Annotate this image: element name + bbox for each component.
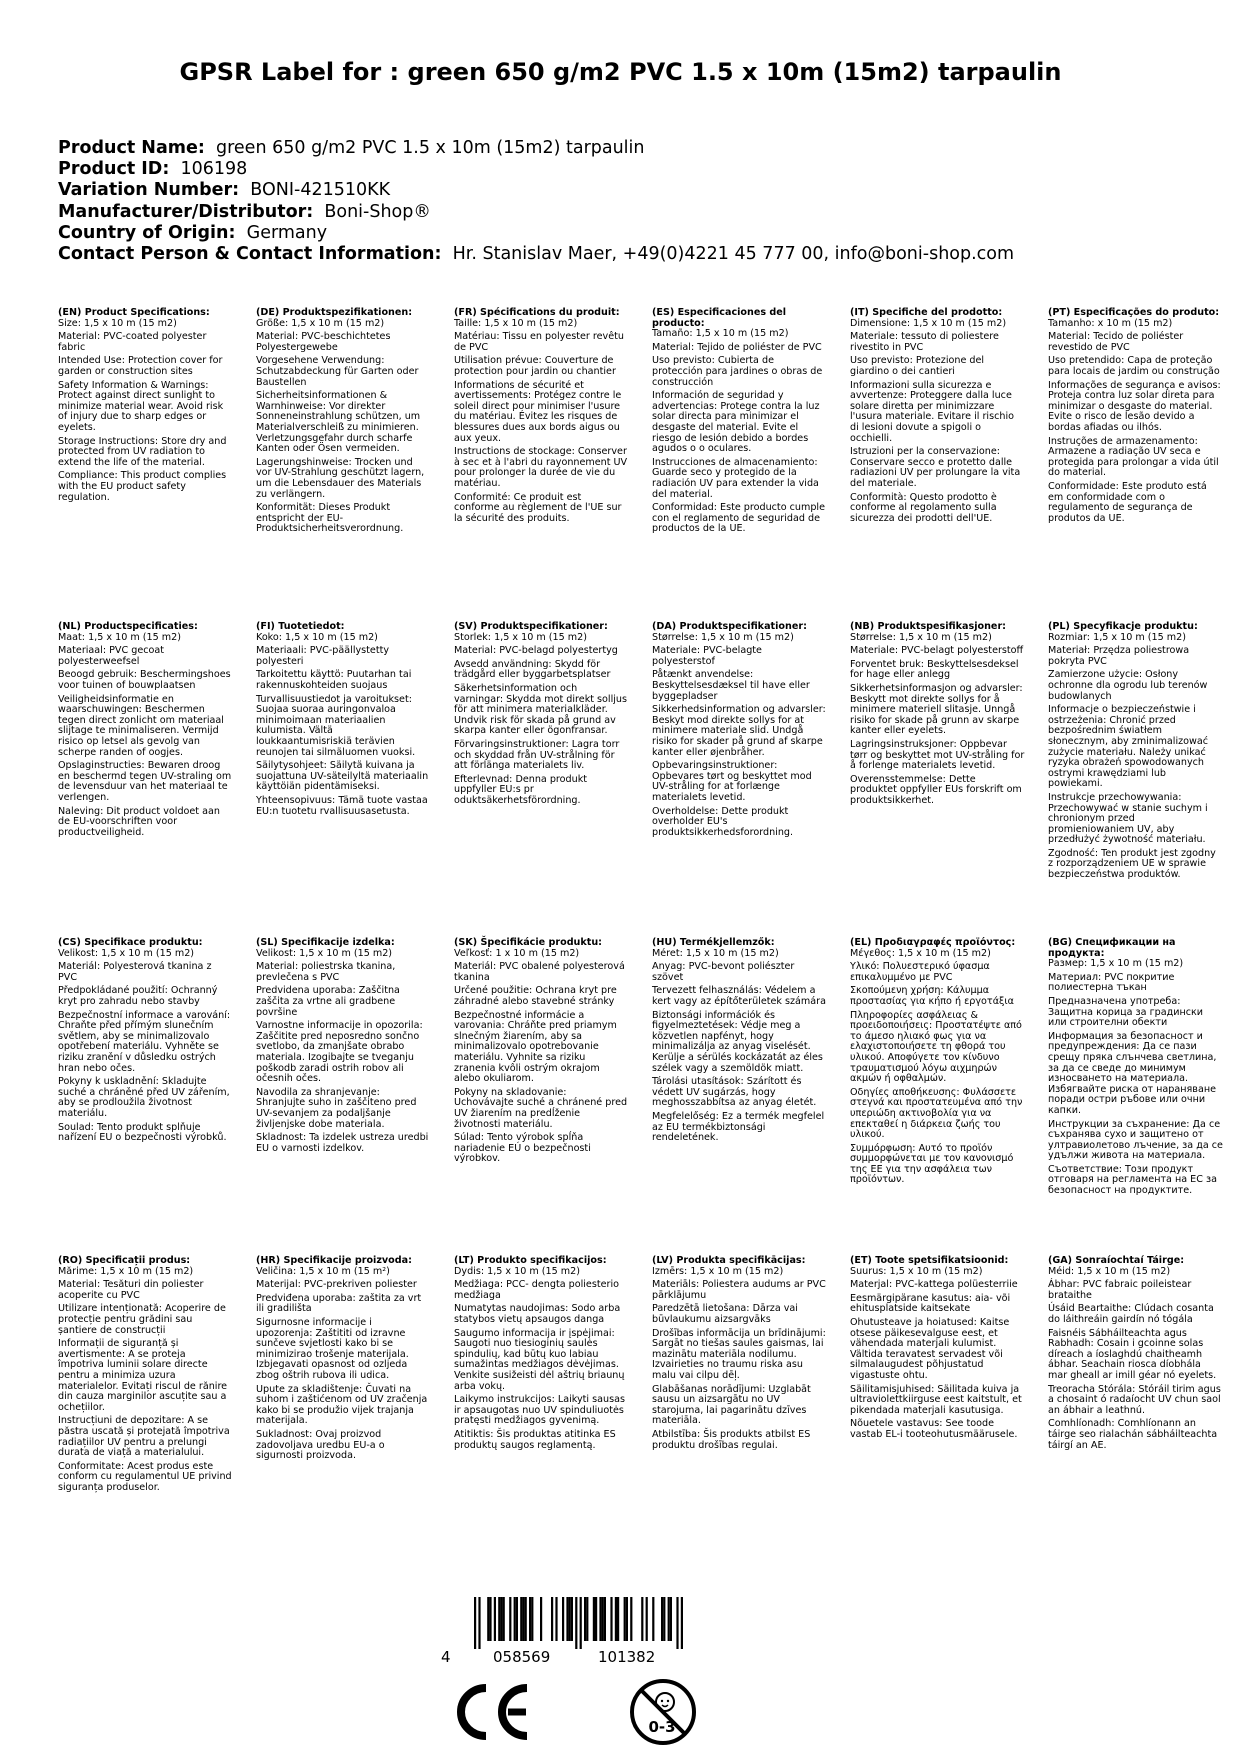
spec-paragraph: Lagerungshinweise: Trocken und vor UV-Strahlung geschützt lagern, um die Lebensdauer des Materials zu verlängern. bbox=[256, 456, 425, 500]
spec-paragraph: Informações de segurança e avisos: Proteja contra luz solar direta para minimizar o desgaste do material. Evite o risco de lesão devido a bordas afiadas ou ilhós. bbox=[1048, 379, 1221, 433]
spec-paragraph: Intended Use: Protection cover for garden or construction sites bbox=[58, 355, 223, 377]
spec-paragraph: Velikost: 1,5 x 10 m (15 m2) bbox=[58, 947, 195, 959]
spec-paragraph: Conformità: Questo prodotto è conforme al regolamento sulla sicurezza dei prodotti dell'UE. bbox=[850, 491, 997, 524]
spec-paragraph: Izmērs: 1,5 x 10 m (15 m2) bbox=[652, 1265, 784, 1277]
barcode-bar bbox=[489, 1597, 491, 1641]
info-row bbox=[58, 244, 1014, 265]
spec-paragraph: Säilitamisjuhised: Säilitada kuiva ja ultraviolettkiirguse eest kaitstult, et pikendada materjali kasutusiga. bbox=[850, 1383, 1022, 1416]
info-row bbox=[58, 159, 1014, 180]
spec-block bbox=[58, 308, 233, 506]
spec-paragraph: Informazioni sulla sicurezza e avvertenze: Proteggere dalla luce solare diretta per minimizzare l'usura materiale. Evitare il rischio di lesioni dovute a spigoli o occhielli. bbox=[850, 379, 1014, 444]
barcode-bar bbox=[595, 1597, 597, 1641]
spec-heading: (PL) Specyfikacje produktu: bbox=[1048, 621, 1198, 632]
spec-block bbox=[652, 1256, 827, 1454]
spec-paragraph: Biztonsági információk és figyelmeztetések: Védje meg a közvetlen napfényt, hogy minimalizálja az anyag viselését. Kerülje a sérülés kockázatát az éles szélek vagy a szemöldök miatt. bbox=[652, 1009, 823, 1074]
spec-block bbox=[256, 938, 431, 1157]
spec-paragraph: Velikost: 1,5 x 10 m (15 m2) bbox=[256, 947, 393, 959]
info-row bbox=[58, 223, 1014, 244]
barcode-bar bbox=[646, 1597, 648, 1641]
spec-paragraph: Size: 1,5 x 10 m (15 m2) bbox=[58, 317, 177, 329]
spec-heading: (SK) Špecifikácie produktu: bbox=[454, 937, 603, 948]
ce-conformity-icon bbox=[456, 1681, 532, 1743]
spec-block bbox=[1048, 938, 1223, 1200]
spec-block bbox=[58, 938, 233, 1147]
barcode-bar bbox=[503, 1597, 505, 1641]
barcode-bar bbox=[661, 1597, 663, 1641]
spec-paragraph: Ohutusteave ja hoiatused: Kaitse otsese päikesevalguse eest, et vähendada materjali kulumist. Vältida teravatest servadest või silmalaugudest põhjustatud vigastuste ohtu. bbox=[850, 1316, 1010, 1381]
spec-paragraph: Tervezett felhasználás: Védelem a kert vagy az építőterületek számára bbox=[652, 985, 826, 1007]
spec-paragraph: Megfelelőség: Ez a termék megfelel az EU termékbiztonsági rendeletének. bbox=[652, 1110, 825, 1144]
spec-paragraph: Informations de sécurité et avertissements: Protégez contre le soleil direct pour minimiser l'usure du matériau. Évitez les risques de blessures dues aux bords aigus ou aux yeux. bbox=[454, 379, 622, 444]
spec-block bbox=[652, 308, 827, 538]
spec-paragraph: Bezpečnostné informácie a varovania: Chráňte pred priamym slnečným žiarením, aby sa minimalizovalo opotrebovanie materiálu. Vyhnite sa riziku zranenia kvôli ostrým okrajom alebo okuliarom. bbox=[454, 1009, 617, 1085]
info-value: BONI-421510KK bbox=[250, 180, 391, 201]
barcode-bar bbox=[498, 1597, 500, 1641]
spec-paragraph: Material: poliestrska tkanina, prevlečena s PVC bbox=[256, 961, 396, 983]
not-for-children-0-3-icon bbox=[628, 1677, 698, 1747]
spec-paragraph: Laikymo instrukcijos: Laikyti sausas ir apsaugotas nuo UV spinduliuotės pratęsti medžiagos gyvenimą. bbox=[454, 1394, 625, 1427]
spec-paragraph: Efterlevnad: Denna produkt uppfyller EU:s pr oduktsäkerhetsförordning. bbox=[454, 773, 588, 806]
spec-block bbox=[1048, 308, 1223, 527]
spec-paragraph: Σκοπούμενη χρήση: Κάλυμμα προστασίας για κήπο ή εργοτάξια bbox=[850, 985, 1014, 1007]
info-value: Boni-Shop® bbox=[324, 201, 431, 222]
spec-paragraph: Información de seguridad y advertencias: Protege contra la luz solar directa para minimizar el desgaste del material. Evite el riesgo de lesión debido a bordes agudos o o oculares. bbox=[652, 390, 820, 455]
info-label: Manufacturer/Distributor: bbox=[58, 201, 314, 222]
spec-paragraph: Dydis: 1,5 x 10 m (15 m2) bbox=[454, 1265, 580, 1277]
spec-paragraph: Material: Tesături din poliester acoperite cu PVC bbox=[58, 1279, 204, 1301]
spec-paragraph: Συμμόρφωση: Αυτό το προϊόν συμμορφώνεται με τον κανονισμό της ΕΕ για την ασφάλεια των προϊόντων. bbox=[850, 1142, 1014, 1186]
spec-paragraph: Materiāls: Poliestera audums ar PVC pārklājumu bbox=[652, 1279, 826, 1301]
barcode-bar bbox=[586, 1597, 588, 1641]
info-label: Product ID: bbox=[58, 159, 170, 180]
spec-paragraph: Информация за безопасност и предупреждения: Да се пази срещу пряка слънчева светлина, за да се сведе до минимум износването на материала. Избягвайте риска от нараняване поради остри ръбове или очни капки. bbox=[1048, 1030, 1217, 1116]
spec-paragraph: Koko: 1,5 x 10 m (15 m2) bbox=[256, 631, 378, 643]
barcode-bar bbox=[478, 1597, 480, 1649]
spec-paragraph: Úsáid Beartaithe: Clúdach cosanta do láithreáin gairdín nó tógála bbox=[1048, 1303, 1214, 1325]
page-title: GPSR Label for : green 650 g/m2 PVC 1.5 x 10m (15m2) tarpaulin bbox=[179, 58, 1062, 86]
spec-block bbox=[1048, 1256, 1223, 1454]
spec-heading: (CS) Specifikace produktu: bbox=[58, 937, 203, 948]
spec-paragraph: Ábhar: PVC fabraic poileistear brataithe bbox=[1048, 1279, 1192, 1301]
spec-paragraph: Material: PVC-beschichtetes Polyestergewebe bbox=[256, 331, 391, 353]
barcode-bar bbox=[474, 1597, 476, 1649]
spec-heading: (IT) Specifiche del prodotto: bbox=[850, 307, 1003, 318]
spec-paragraph: Conformitate: Acest produs este conform cu regulamentul UE privind siguranța produselor. bbox=[58, 1460, 232, 1493]
spec-heading: (BG) Спецификации на продукта: bbox=[1048, 937, 1176, 959]
spec-paragraph: Размер: 1,5 x 10 m (15 m2) bbox=[1048, 958, 1184, 970]
spec-heading: (PT) Especificações do produto: bbox=[1048, 307, 1220, 318]
spec-heading: (SL) Specifikacije izdelka: bbox=[256, 937, 395, 948]
spec-heading: (SV) Produktspecifikationer: bbox=[454, 621, 608, 632]
spec-paragraph: Материал: PVC покритие полиестерна тъкан bbox=[1048, 971, 1175, 994]
barcode-bar bbox=[604, 1597, 606, 1641]
spec-paragraph: Säilytysohjeet: Säilytä kuivana ja suojattuna UV-säteilyltä materiaalin käyttöiän pidentämiseksi. bbox=[256, 760, 429, 793]
spec-block bbox=[58, 622, 233, 841]
spec-paragraph: Méid: 1,5 x 10 m (15 m2) bbox=[1048, 1265, 1171, 1277]
info-value: Germany bbox=[246, 222, 328, 243]
spec-paragraph: Maat: 1,5 x 10 m (15 m2) bbox=[58, 631, 181, 643]
spec-paragraph: Rozmiar: 1,5 x 10 m (15 m2) bbox=[1048, 631, 1186, 643]
barcode-bar bbox=[555, 1597, 557, 1641]
barcode-bar bbox=[630, 1597, 632, 1641]
barcode-bar bbox=[626, 1597, 628, 1641]
spec-block bbox=[454, 938, 629, 1168]
spec-paragraph: Avsedd användning: Skydd för trädgård eller byggarbetsplatser bbox=[454, 658, 611, 681]
barcode-bar bbox=[584, 1597, 586, 1641]
spec-paragraph: Predviđena uporaba: zaštita za vrt ili gradilišta bbox=[256, 1292, 422, 1315]
spec-paragraph: Overholdelse: Dette produkt overholder EU's produktsikkerhedsforordning. bbox=[652, 805, 794, 838]
spec-heading: (FI) Tuotetiedot: bbox=[256, 621, 345, 632]
spec-block bbox=[256, 308, 431, 538]
spec-paragraph: Atitiktis: Šis produktas atitinka ES produktų saugos reglamentą. bbox=[454, 1428, 616, 1451]
spec-paragraph: Sicherheitsinformationen & Warnhinweise: Vor direkter Sonneneinstrahlung schützen, um Materialverschleiß zu minimieren. Verletzungsgefahr durch scharfe Kanten oder Ösen vermeiden. bbox=[256, 390, 421, 455]
spec-paragraph: Påtænkt anvendelse: Beskyttelsesdæksel til have eller byggepladser bbox=[652, 669, 810, 702]
spec-paragraph: Drošības informācija un brīdinājumi: Sargāt no tiešas saules gaismas, lai mazinātu materiāla nodilumu. Izvairieties no traumu riska asu malu vai cilpu dēļ. bbox=[652, 1327, 826, 1381]
barcode bbox=[440, 1597, 718, 1667]
spec-paragraph: Uso previsto: Protezione del giardino o dei cantieri bbox=[850, 355, 985, 377]
barcode-bar bbox=[571, 1597, 573, 1641]
spec-paragraph: Storlek: 1,5 x 10 m (15 m2) bbox=[454, 631, 587, 643]
barcode-bar bbox=[522, 1597, 524, 1641]
spec-paragraph: Upute za skladištenje: Čuvati na suhom i zaštićenom od UV zračenja kako bi se produžio vijek trajanja materijala. bbox=[256, 1383, 428, 1427]
spec-paragraph: Předpokládané použití: Ochranný kryt pro zahradu nebo stavby bbox=[58, 985, 218, 1007]
spec-paragraph: Soulad: Tento produkt splňuje nařízení EU o bezpečnosti výrobků. bbox=[58, 1121, 227, 1144]
barcode-bar bbox=[575, 1597, 577, 1649]
spec-paragraph: Pokyny k uskladnění: Skladujte suché a chráněné před UV zářením, aby se prodloužila životnost materiálu. bbox=[58, 1076, 230, 1119]
svg-text:0-3: 0-3 bbox=[648, 1718, 676, 1736]
info-label: Variation Number: bbox=[58, 180, 240, 201]
spec-paragraph: Skladnost: Ta izdelek ustreza uredbi EU o varnosti izdelkov. bbox=[256, 1132, 429, 1154]
spec-paragraph: Pokyny na skladovanie: Uchovávajte suché a chránené pred UV žiarením na predĺženie životnosti materiálu. bbox=[454, 1086, 628, 1130]
info-row bbox=[58, 180, 1014, 201]
info-row bbox=[58, 202, 1014, 223]
barcode-bar bbox=[615, 1597, 617, 1641]
barcode-bar bbox=[580, 1597, 582, 1649]
spec-paragraph: Förvaringsinstruktioner: Lagra torr och skyddad från UV-strålning för att förlänga materialets liv. bbox=[454, 738, 620, 772]
spec-paragraph: Sikkerhetsinformasjon og advarsler: Beskytt mot direkte sollys for å minimere materiell slitasje. Unngå risiko for skade på grunn av skarpe kanter eller eyelets. bbox=[850, 682, 1023, 737]
spec-paragraph: Materiál: PVC obalené polyesterová tkanina bbox=[454, 961, 625, 983]
spec-heading: (RO) Specificații produs: bbox=[58, 1255, 191, 1266]
spec-paragraph: Sigurnosne informacije i upozorenja: Zaštititi od izravne sunčeve svjetlosti kako bi se minimizirao trošenje materijala. Izbjegavati opasnost od ozljeda zbog oštrih rubova ili udica. bbox=[256, 1316, 409, 1381]
spec-paragraph: Utilisation prévue: Couverture de protection pour jardin ou chantier bbox=[454, 355, 616, 377]
spec-paragraph: Οδηγίες αποθήκευσης: Φυλάσσετε στεγνά και προστατευμένα από την υπεριώδη ακτινοβολία για να επεκταθεί η διάρκεια ζωής του υλικού. bbox=[850, 1086, 1023, 1141]
spec-paragraph: Taille: 1,5 x 10 m (15 m2) bbox=[454, 317, 578, 329]
spec-heading: (NL) Productspecificaties: bbox=[58, 621, 198, 632]
spec-paragraph: Uso pretendido: Capa de proteção para locais de jardim ou construção bbox=[1048, 355, 1220, 377]
info-value: green 650 g/m2 PVC 1.5 x 10m (15m2) tarpaulin bbox=[216, 138, 645, 158]
spec-paragraph: Navodila za shranjevanje: Shranjujte suho in zaščiteno pred UV-sevanjem za podaljšanje življenjske dobe materiala. bbox=[256, 1086, 417, 1130]
spec-paragraph: Materijal: PVC-prekriven poliester bbox=[256, 1279, 417, 1291]
spec-block bbox=[1048, 622, 1223, 884]
spec-paragraph: Veličina: 1,5 x 10 m (15 m²) bbox=[256, 1265, 390, 1277]
spec-paragraph: Predvidena uporaba: Zaščitna zaščita za vrtne ali gradbene površine bbox=[256, 985, 400, 1018]
info-value: Hr. Stanislav Maer, +49(0)4221 45 777 00, info@boni-shop.com bbox=[452, 244, 1015, 265]
spec-paragraph: Beoogd gebruik: Beschermingshoes voor tuinen of bouwplaatsen bbox=[58, 669, 231, 691]
spec-block bbox=[850, 308, 1025, 527]
barcode-left-group: 058569 bbox=[493, 1648, 551, 1666]
info-label: Product Name: bbox=[58, 138, 205, 158]
barcode-bar bbox=[509, 1597, 511, 1641]
barcode-bar bbox=[494, 1597, 496, 1641]
spec-paragraph: Opslaginstructies: Bewaren droog en beschermd tegen UV-straling om de levensduur van het materiaal te verlengen. bbox=[58, 760, 232, 803]
spec-block bbox=[454, 622, 629, 810]
spec-paragraph: Opbevaringsinstruktioner: Opbevares tørt og beskyttet mod UV-stråling for at forlænge materialets levetid. bbox=[652, 760, 812, 803]
spec-paragraph: Instructions de stockage: Conserver à sec et à l'abri du rayonnement UV pour prolonger la durée de vie du matériau. bbox=[454, 446, 628, 489]
spec-paragraph: Instrucțiuni de depozitare: A se păstra uscată și protejată împotriva radiațiilor UV pentru a prelungi durata de viață a materialului. bbox=[58, 1415, 230, 1459]
spec-paragraph: Safety Information & Warnings: Protect against direct sunlight to minimize material wear. Avoid risk of injury due to sharp edges or eyelets. bbox=[58, 379, 224, 433]
barcode-bar bbox=[531, 1597, 533, 1641]
barcode-bar bbox=[652, 1597, 654, 1641]
spec-paragraph: Konformität: Dieses Produkt entspricht der EU-Produktsicherheitsverordnung. bbox=[256, 502, 404, 535]
spec-heading: (EN) Product Specifications: bbox=[58, 307, 210, 318]
spec-paragraph: Materiaal: PVC gecoat polyesterweefsel bbox=[58, 645, 165, 667]
spec-paragraph: Tarkoitettu käyttö: Puutarhan tai rakennuskohteiden suojaus bbox=[256, 669, 412, 691]
barcode-bar bbox=[617, 1597, 619, 1641]
spec-heading: (ET) Toote spetsifikatsioonid: bbox=[850, 1255, 1009, 1266]
spec-block bbox=[454, 308, 629, 527]
barcode-bar bbox=[500, 1597, 502, 1641]
spec-paragraph: Súlad: Tento výrobok spĺňa nariadenie EÚ o bezpečnosti výrobkov. bbox=[454, 1132, 591, 1165]
spec-paragraph: Určené použitie: Ochrana kryt pre záhradné alebo stavebné stránky bbox=[454, 985, 617, 1007]
spec-paragraph: Materiale: PVC-belagte polyesterstof bbox=[652, 645, 762, 667]
barcode-bars bbox=[466, 1597, 692, 1649]
spec-block bbox=[652, 622, 827, 841]
spec-paragraph: Bezpečnostní informace a varování: Chraňte před přímým slunečním světlem, aby se minimalizovalo opotřebení materiálu. Vyhněte se riziku zranění v důsledku ostrých hran nebo očes. bbox=[58, 1009, 231, 1074]
spec-paragraph: Suurus: 1,5 x 10 m (15 m2) bbox=[850, 1265, 983, 1277]
spec-paragraph: Naleving: Dit product voldoet aan de EU-voorschriften voor productveiligheid. bbox=[58, 805, 220, 838]
spec-paragraph: Utilizare intenționată: Acoperire de protecție pentru grădini sau șantiere de construcții bbox=[58, 1303, 226, 1336]
info-row bbox=[58, 138, 1014, 159]
spec-paragraph: Varnostne informacije in opozorila: Zaščitite pred neposredno sončno svetlobo, da zmanjšate obrabo materiala. Izogibajte se tveganju poškodb zaradi ostrih robov ali očesnih očes. bbox=[256, 1020, 423, 1085]
barcode-bar bbox=[540, 1597, 542, 1641]
spec-paragraph: Glabāšanas norādījumi: Uzglabāt sausu un aizsargātu no UV starojuma, lai pagarinātu dzīves materiāla. bbox=[652, 1383, 811, 1427]
product-info bbox=[58, 138, 1014, 265]
spec-paragraph: Materiale: tessuto di poliestere rivestito in PVC bbox=[850, 331, 999, 353]
spec-paragraph: Съответствие: Този продукт отговаря на регламента на ЕС за безопасност на продуктите. bbox=[1048, 1163, 1217, 1197]
barcode-bar bbox=[569, 1597, 571, 1641]
spec-block bbox=[850, 938, 1025, 1189]
spec-paragraph: Storage Instructions: Store dry and protected from UV radiation to extend the life of the material. bbox=[58, 435, 227, 468]
spec-paragraph: Méret: 1,5 x 10 m (15 m2) bbox=[652, 947, 779, 959]
spec-paragraph: Yhteensopivuus: Tämä tuote vastaa EU:n tuotetu rvallisuusasetusta. bbox=[256, 794, 428, 817]
barcode-right-group: 101382 bbox=[598, 1648, 656, 1666]
spec-paragraph: Matériau: Tissu en polyester revêtu de PVC bbox=[454, 331, 624, 353]
spec-paragraph: Conformité: Ce produit est conforme au règlement de l'UE sur la sécurité des produits. bbox=[454, 491, 622, 524]
spec-paragraph: Materiale: PVC-belagt polyesterstoff bbox=[850, 645, 1024, 657]
spec-paragraph: Treoracha Stórála: Stóráil tirim agus a chosaint ó radaíocht UV chun saol an ábhair a leathnú. bbox=[1048, 1383, 1221, 1416]
spec-paragraph: Størrelse: 1,5 x 10 m (15 m2) bbox=[850, 631, 992, 643]
spec-paragraph: Μέγεθος: 1,5 x 10 m (15 m2) bbox=[850, 947, 991, 959]
spec-paragraph: Instrucciones de almacenamiento: Guarde seco y protegido de la radiación UV para extender la vida del material. bbox=[652, 456, 819, 500]
spec-heading: (DE) Produktspezifikationen: bbox=[256, 307, 413, 318]
spec-paragraph: Anyag: PVC-bevont poliészter szövet bbox=[652, 961, 795, 983]
barcode-bar bbox=[593, 1597, 595, 1641]
spec-paragraph: Atbilstība: Šis produkts atbilst ES produktu drošības regulai. bbox=[652, 1428, 811, 1451]
spec-paragraph: Conformidad: Este producto cumple con el reglamento de seguridad de productos de la UE. bbox=[652, 502, 825, 535]
spec-paragraph: Tamanho: x 10 m (15 m2) bbox=[1048, 317, 1173, 329]
spec-paragraph: Sukladnost: Ovaj proizvod zadovoljava uredbu EU-a o sigurnosti proizvoda. bbox=[256, 1428, 385, 1462]
spec-block bbox=[850, 1256, 1025, 1444]
spec-paragraph: Предназначена употреба: Защитна корица за градински или строителни обекти bbox=[1048, 995, 1204, 1029]
spec-paragraph: Πληροφορίες ασφάλειας & προειδοποιήσεις: Προστατέψτε από το άμεσο ηλιακό φως για να ελαχιστοποιήσετε τη φθορά του υλικού. Αποφύγετε τον κίνδυνο τραυματισμού λόγω αιχμηρών ακμών ή οφθαλμών. bbox=[850, 1009, 1022, 1085]
info-value: 106198 bbox=[180, 159, 248, 180]
barcode-bar bbox=[670, 1597, 672, 1641]
barcode-bar bbox=[551, 1597, 553, 1641]
spec-paragraph: Vorgesehene Verwendung: Schutzabdeckung für Garten oder Baustellen bbox=[256, 355, 419, 388]
spec-paragraph: Uso previsto: Cubierta de protección para jardines o obras de construcción bbox=[652, 355, 823, 388]
barcode-bar bbox=[602, 1597, 604, 1641]
barcode-bar bbox=[525, 1597, 527, 1641]
spec-paragraph: Tárolási utasítások: Szárított és védett UV sugárzás, hogy meghosszabbítsa az anyag életét. bbox=[652, 1076, 817, 1109]
spec-paragraph: Zamierzone użycie: Osłony ochronne dla ogrodu lub terenów budowlanych bbox=[1048, 669, 1208, 702]
spec-heading: (HU) Termékjellemzők: bbox=[652, 937, 775, 948]
spec-paragraph: Comhlíonadh: Comhlíonann an táirge seo rialachán sábháilteachta táirgí an AE. bbox=[1048, 1418, 1218, 1451]
barcode-bar bbox=[641, 1597, 643, 1641]
spec-paragraph: Lagringsinstruksjoner: Oppbevar tørr og beskyttet mot UV-stråling for å forlenge materialets levetid. bbox=[850, 738, 1025, 772]
spec-block bbox=[652, 938, 827, 1147]
spec-block bbox=[256, 622, 431, 820]
spec-paragraph: Istruzioni per la conservazione: Conservare secco e protetto dalle radiazioni UV per prolungare la vita del materiale. bbox=[850, 446, 1021, 489]
spec-paragraph: Größe: 1,5 x 10 m (15 m2) bbox=[256, 317, 385, 329]
barcode-bar bbox=[487, 1597, 489, 1641]
spec-paragraph: Nõuetele vastavus: See toode vastab EL-i tooteohutusmäärusele. bbox=[850, 1418, 1018, 1440]
spec-paragraph: Paredzētā lietošana: Dārza vai būvlaukumu aizsargvāks bbox=[652, 1303, 798, 1325]
spec-paragraph: Conformidade: Este produto está em conformidade com o regulamento de segurança de produtos da UE. bbox=[1048, 480, 1207, 524]
spec-paragraph: Material: PVC-coated polyester fabric bbox=[58, 331, 207, 353]
barcode-bar bbox=[676, 1597, 678, 1649]
spec-paragraph: Informacje o bezpieczeństwie i ostrzeżenia: Chronić przed bezpośrednim światłem słonecznym, aby zminimalizować zużycie materiału. Należy unikać ryzyka obrażeń spowodowanych ostrymi krawędziami lub powiekami. bbox=[1048, 704, 1209, 790]
spec-paragraph: Sikkerhedsinformation og advarsler: Beskyt mod direkte sollys for at minimere materiale slid. Undgå risiko for skader på grund af skarpe kanter eller øjenbråher. bbox=[652, 704, 826, 758]
spec-heading: (FR) Spécifications du produit: bbox=[454, 307, 620, 318]
spec-paragraph: Zgodność: Ten produkt jest zgodny z rozporządzeniem UE w sprawie bezpieczeństwa produktów. bbox=[1048, 847, 1216, 881]
barcode-bar bbox=[514, 1597, 516, 1641]
barcode-bar bbox=[566, 1597, 568, 1641]
spec-paragraph: Material: Tejido de poliéster de PVC bbox=[652, 341, 822, 353]
spec-paragraph: Mărime: 1,5 x 10 m (15 m2) bbox=[58, 1265, 194, 1277]
spec-paragraph: Materiál: Polyesterová tkanina z PVC bbox=[58, 961, 212, 983]
spec-paragraph: Overensstemmelse: Dette produktet oppfyller EUs forskrift om produktsikkerhet. bbox=[850, 773, 1022, 806]
barcode-bar bbox=[562, 1597, 564, 1641]
barcode-bar bbox=[520, 1597, 522, 1641]
spec-paragraph: Eesmärgipärane kasutus: aia- või ehitusplatside kaitsekate bbox=[850, 1292, 1011, 1315]
spec-paragraph: Tamaño: 1,5 x 10 m (15 m2) bbox=[652, 328, 789, 340]
spec-paragraph: Turvallisuustiedot ja varoitukset: Suojaa suoraa auringonvaloa minimoimaan materiaalien kulumista. Vältä loukkaantumisriskiä terävien reunojen tai silmäluomen vuoksi. bbox=[256, 693, 416, 758]
barcode-bar bbox=[599, 1597, 601, 1641]
spec-paragraph: Numatytas naudojimas: Sodo arba statybos vietų apsaugos danga bbox=[454, 1303, 621, 1325]
barcode-bar bbox=[610, 1597, 612, 1641]
barcode-bar bbox=[681, 1597, 683, 1649]
spec-paragraph: Material: Tecido de poliéster revestido de PVC bbox=[1048, 331, 1184, 353]
spec-block bbox=[58, 1256, 233, 1496]
barcode-bar bbox=[668, 1597, 670, 1641]
spec-paragraph: Инструкции за съхранение: Да се съхранява сухо и защитено от ултравиолетово лъчение, за да се удължи живота на материала. bbox=[1048, 1118, 1223, 1162]
spec-heading: (DA) Produktspecifikationer: bbox=[652, 621, 807, 632]
spec-paragraph: Saugumo informacija ir įspėjimai: Saugoti nuo tiesioginių saulės spindulių, kad būtų kuo labiau sumažintas medžiagos dėvėjimas. Venkite susižeisti dėl aštrių briaunų arba vokų. bbox=[454, 1327, 625, 1392]
spec-heading: (NB) Produktspesifikasjoner: bbox=[850, 621, 1007, 632]
spec-paragraph: Veiligheidsinformatie en waarschuwingen: Beschermen tegen direct zonlicht om materiaal slijtage te minimaliseren. Vermijd risico op letsel als gevolg van scherpe randen of oogjes. bbox=[58, 693, 224, 758]
spec-paragraph: Medžiaga: PCC- dengta poliesterio medžiaga bbox=[454, 1279, 619, 1301]
barcode-bar bbox=[624, 1597, 626, 1641]
barcode-bar bbox=[529, 1597, 531, 1641]
barcode-bar bbox=[516, 1597, 518, 1641]
spec-block bbox=[454, 1256, 629, 1454]
spec-block bbox=[850, 622, 1025, 810]
spec-heading: (LV) Produkta specifikācijas: bbox=[652, 1255, 806, 1266]
spec-paragraph: Faisnéis Sábháilteachta agus Rabhadh: Cosain i gcoinne solas díreach a íoslaghdú chaitheamh ábhar. Seachain riosca díobhála mar gheall ar imill géar nó eyelets. bbox=[1048, 1327, 1217, 1381]
barcode-lead-digit: 4 bbox=[441, 1648, 451, 1666]
spec-paragraph: Compliance: This product complies with the EU product safety regulation. bbox=[58, 470, 227, 503]
spec-paragraph: Instrukcje przechowywania: Przechowywać w stanie suchym i chronionym przed promieniowaniem UV, aby przedłużyć żywotność materiału. bbox=[1048, 791, 1208, 846]
barcode-bar bbox=[663, 1597, 665, 1641]
spec-paragraph: Materiaali: PVC-päällystetty polyesteri bbox=[256, 645, 390, 667]
info-label: Country of Origin: bbox=[58, 222, 236, 243]
spec-paragraph: Säkerhetsinformation och varningar: Skydda mot direkt solljus för att minimera materialkläder. Undvik risk för skada på grund av skarpa kanter eller ögonfransar. bbox=[454, 682, 628, 737]
spec-block bbox=[256, 1256, 431, 1465]
spec-paragraph: Forventet bruk: Beskyttelsesdeksel for hage eller anlegg bbox=[850, 658, 1019, 681]
spec-paragraph: Materjal: PVC-kattega polüesterriie bbox=[850, 1279, 1018, 1291]
spec-paragraph: Instruções de armazenamento: Armazene a radiação UV seca e protegida para prolongar a vida útil do material. bbox=[1048, 435, 1219, 479]
info-label: Contact Person & Contact Information: bbox=[58, 244, 442, 265]
spec-paragraph: Dimensione: 1,5 x 10 m (15 m2) bbox=[850, 317, 1007, 329]
spec-paragraph: Informații de siguranță și avertismente: A se proteja împotriva luminii solare directe pentru a minimiza uzura materialelor. Evitați riscul de rănire din cauza marginilor ascuțite sau a ochețiilor. bbox=[58, 1338, 228, 1413]
spec-heading: (GA) Sonraíochtaí Táirge: bbox=[1048, 1255, 1185, 1266]
spec-heading: (EL) Προδιαγραφές προϊόντος: bbox=[850, 937, 1016, 948]
spec-heading: (HR) Specifikacije proizvoda: bbox=[256, 1255, 412, 1266]
spec-paragraph: Størrelse: 1,5 x 10 m (15 m2) bbox=[652, 631, 794, 643]
spec-heading: (ES) Especificaciones del producto: bbox=[652, 307, 787, 329]
spec-paragraph: Veľkosť: 1 x 10 m (15 m2) bbox=[454, 947, 580, 959]
spec-paragraph: Υλικό: Πολυεστερικό ύφασμα επικαλυμμένο με PVC bbox=[850, 961, 990, 983]
spec-heading: (LT) Produkto specifikacijos: bbox=[454, 1255, 607, 1266]
spec-paragraph: Materiał: Przędza poliestrowa pokryta PVC bbox=[1048, 645, 1190, 667]
spec-paragraph: Material: PVC-belagd polyestertyg bbox=[454, 645, 618, 657]
